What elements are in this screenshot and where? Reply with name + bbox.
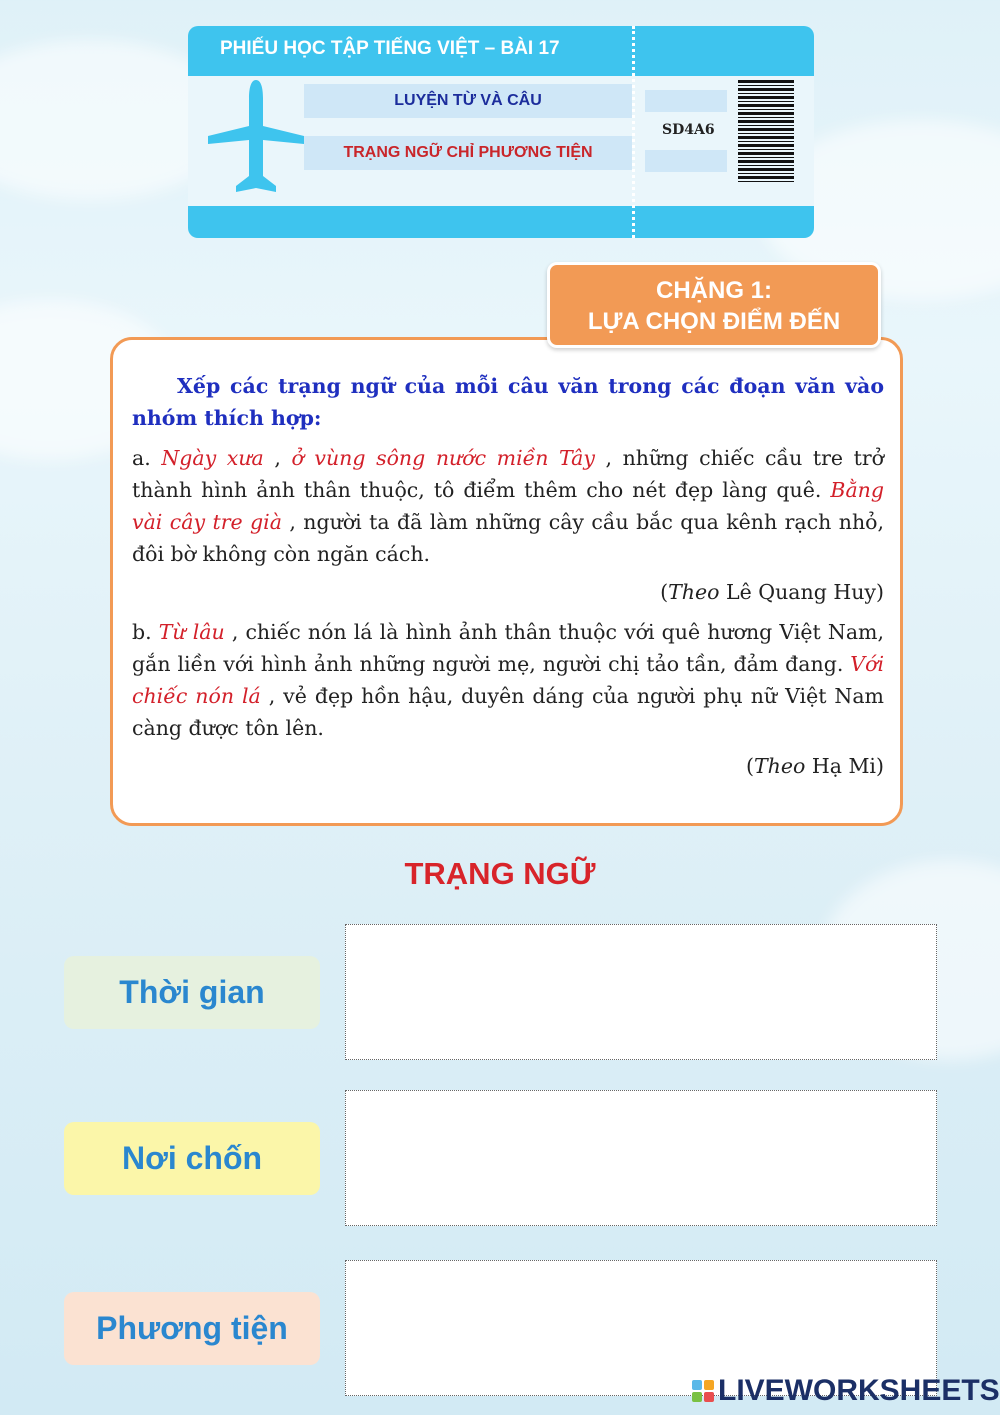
adverbial-phrase[interactable]: Từ lâu bbox=[158, 620, 225, 644]
adverbial-phrase[interactable]: Bằng vài cây tre già bbox=[132, 478, 884, 534]
passage-a-label: a. bbox=[132, 446, 162, 470]
passage-text: , chiếc nón lá là hình ảnh thân thuộc với quê hương Việt Nam, gắn liền với hình ảnh những người mẹ, người chị tảo tần, đảm đang. bbox=[132, 620, 884, 676]
adverbial-phrase[interactable]: ở vùng sông nước miền Tây bbox=[291, 446, 595, 470]
passage-text: , bbox=[263, 446, 292, 470]
adverbial-phrase[interactable]: Với chiếc nón lá bbox=[132, 652, 884, 708]
section-title: TRẠNG NGỮ bbox=[404, 856, 596, 891]
source-text: ( bbox=[660, 580, 669, 604]
stage-number: CHẶNG 1: bbox=[655, 277, 772, 304]
passage-b-label: b. bbox=[132, 620, 159, 644]
drop-zone-time[interactable] bbox=[345, 924, 937, 1060]
instruction-text: Xếp các trạng ngữ của mỗi câu văn trong các đoạn văn vào nhóm thích hợp: bbox=[132, 374, 884, 430]
source-theo: Theo bbox=[753, 754, 806, 778]
ticket-title: PHIẾU HỌC TẬP TIẾNG VIỆT – BÀI 17 bbox=[220, 38, 560, 59]
ticket-perforation bbox=[632, 26, 635, 238]
stage-name: LỰA CHỌN ĐIỂM ĐẾN bbox=[587, 308, 841, 335]
source-theo: Theo bbox=[668, 580, 720, 604]
source-author: Lê Quang Huy) bbox=[719, 580, 884, 604]
passage-text: , vẻ đẹp hồn hậu, duyên dáng của người phụ nữ Việt Nam càng được tôn lên. bbox=[132, 684, 884, 740]
ticket-field-topic: TRẠNG NGỮ CHỈ PHƯƠNG TIỆN bbox=[304, 136, 632, 170]
passage-a-source bbox=[132, 576, 884, 608]
passage-b bbox=[132, 616, 884, 744]
category-time-label: Thời gian bbox=[64, 956, 320, 1029]
passage-a bbox=[132, 442, 884, 570]
passage-b-source bbox=[132, 750, 884, 782]
airplane-icon bbox=[206, 78, 306, 206]
ticket-bottom-band bbox=[188, 206, 814, 238]
reading-card bbox=[110, 337, 903, 826]
passage-text: , người ta đã làm những cây cầu bắc qua kênh rạch nhỏ, đôi bờ không còn ngăn cách. bbox=[132, 510, 885, 566]
ticket-field-lesson: LUYỆN TỪ VÀ CÂU bbox=[304, 84, 632, 118]
stage-badge bbox=[547, 262, 881, 348]
ticket-stub-box bbox=[645, 90, 727, 112]
liveworksheets-logo bbox=[692, 1374, 1000, 1408]
category-means-label: Phương tiện bbox=[64, 1292, 320, 1365]
passage-text: , những chiếc cầu tre trở thành hình ảnh thân thuộc, tô điểm thêm cho nét đẹp làng quê. bbox=[132, 446, 884, 502]
source-text: ( bbox=[745, 754, 754, 778]
drop-zone-place[interactable] bbox=[345, 1090, 937, 1226]
ticket-header bbox=[188, 26, 814, 238]
source-author: Hạ Mi) bbox=[805, 754, 884, 778]
ticket-stub-box bbox=[645, 150, 727, 172]
adverbial-phrase[interactable]: Ngày xưa bbox=[161, 446, 264, 470]
ticket-code: SD4A6 bbox=[662, 122, 715, 138]
logo-text: LIVEWORKSHEETS bbox=[718, 1374, 1000, 1407]
logo-icon bbox=[692, 1380, 714, 1402]
category-place-label: Nơi chốn bbox=[64, 1122, 320, 1195]
barcode-icon bbox=[738, 80, 794, 184]
